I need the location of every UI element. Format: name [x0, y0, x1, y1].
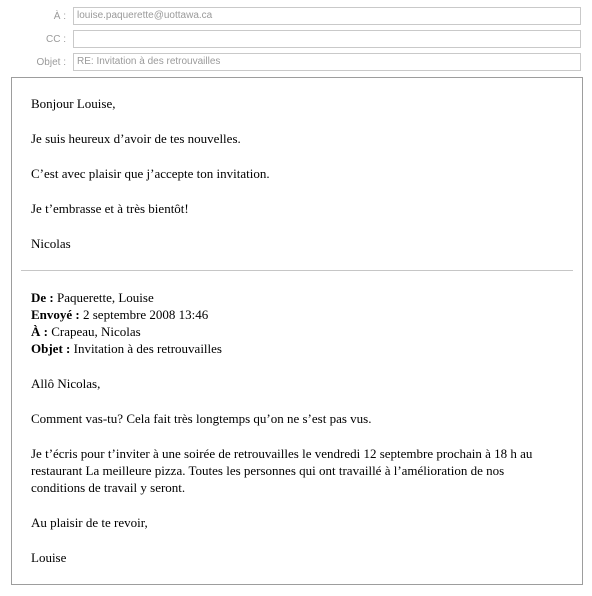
- reply-line-2: C’est avec plaisir que j’accepte ton invitation.: [31, 166, 270, 181]
- message-body-editor[interactable]: [11, 77, 583, 585]
- orig-sent-value: 2 septembre 2008 13:46: [83, 307, 209, 322]
- orig-to-line: [31, 323, 571, 340]
- orig-paragraph-line-3: conditions de travail y seront.: [31, 480, 186, 495]
- orig-from-label: De :: [31, 290, 54, 305]
- orig-to-value: Crapeau, Nicolas: [51, 324, 141, 339]
- cc-field[interactable]: [73, 30, 581, 48]
- to-label: À :: [53, 11, 66, 22]
- orig-to-label: À :: [31, 324, 48, 339]
- orig-sent-line: [31, 306, 571, 323]
- orig-paragraph-line-2: restaurant La meilleure pizza. Toutes les personnes qui ont travaillé à l’amélioration de nos: [31, 463, 505, 478]
- orig-subject-value: Invitation à des retrouvailles: [73, 341, 222, 356]
- orig-signature: Louise: [31, 550, 67, 565]
- orig-closing: Au plaisir de te revoir,: [31, 515, 148, 530]
- to-row: [0, 7, 592, 27]
- subject-label: Objet :: [36, 57, 66, 68]
- cc-label: CC :: [46, 34, 66, 45]
- orig-subject-label: Objet :: [31, 341, 71, 356]
- orig-paragraph-line-1: Je t’écris pour t’inviter à une soirée de retrouvailles le vendredi 12 septembre prochain à 18 h au: [31, 446, 533, 461]
- orig-line-1: Comment vas-tu? Cela fait très longtemps qu’on ne s’est pas vus.: [31, 411, 372, 426]
- orig-subject-line: [31, 340, 571, 357]
- reply-line-1: Je suis heureux d’avoir de tes nouvelles.: [31, 131, 241, 146]
- subject-row: [0, 53, 592, 73]
- reply-line-3: Je t’embrasse et à très bientôt!: [31, 201, 189, 216]
- subject-field[interactable]: RE: Invitation à des retrouvailles: [73, 53, 581, 71]
- orig-from-line: [31, 289, 571, 306]
- orig-from-value: Paquerette, Louise: [57, 290, 154, 305]
- orig-sent-label: Envoyé :: [31, 307, 80, 322]
- to-field[interactable]: louise.paquerette@uottawa.ca: [73, 7, 581, 25]
- quoted-message-divider: [21, 270, 573, 271]
- cc-row: [0, 30, 592, 50]
- reply-greeting: Bonjour Louise,: [31, 96, 116, 111]
- orig-greeting: Allô Nicolas,: [31, 376, 101, 391]
- reply-signature: Nicolas: [31, 236, 71, 251]
